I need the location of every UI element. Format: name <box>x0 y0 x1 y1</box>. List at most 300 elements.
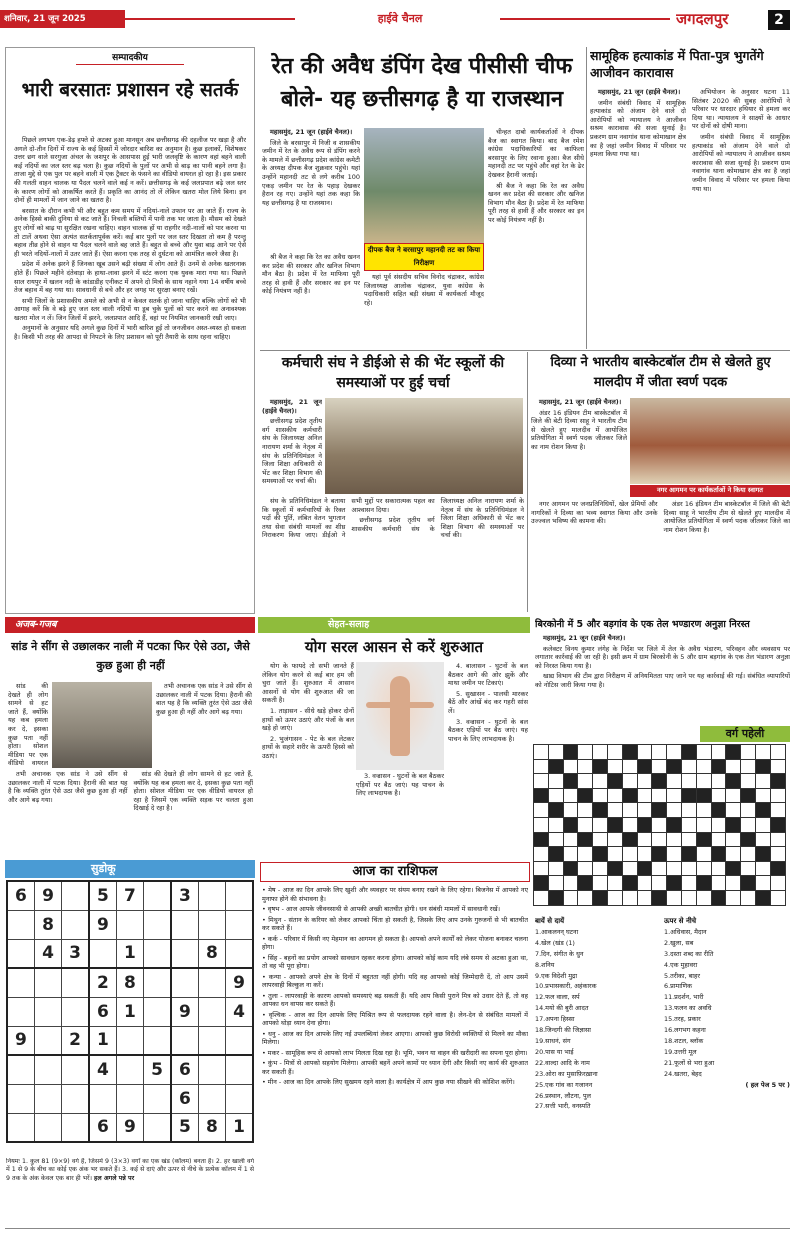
crossword-cell <box>563 745 578 760</box>
crossword-cell[interactable] <box>770 847 785 862</box>
sehat-col-3 <box>448 662 528 852</box>
basketball-col-1 <box>531 398 627 510</box>
sudoku-rules <box>6 1158 254 1200</box>
crossword-cell <box>711 847 726 862</box>
lead-para: श्री बैज ने कहा कि रेत का अवैध खनन कर प्रदेश की सरकार और खनिज विभाग मौन बैठा है। प्रदेश में रेत माफिया पूरी तरह से हावी हैं और सरकार का इन पर कोई नियंत्रण नहीं है। <box>488 181 584 224</box>
editorial-para: अनुमानों के अनुसार यदि अगले कुछ दिनों में भारी बारिश हुई तो जनजीवन अस्त-व्यस्त हो सकता है। किसी भी तरह की आपदा से निपटने के लिए प्रशासन को पूरी तैयारी के साथ रहना चाहिए। <box>14 324 246 342</box>
crossword-cell[interactable] <box>534 803 549 818</box>
clue-item: 22.वाल्दा आदि के नाम <box>535 1058 590 1067</box>
sehat-col-1 <box>262 662 354 852</box>
sudoku-cell[interactable]: 4 <box>89 1055 116 1084</box>
crossword-cell[interactable] <box>534 890 549 905</box>
crossword-answer-note: ( हल पेज 5 पर ) <box>745 1080 790 1089</box>
crossword-cell[interactable] <box>696 803 711 818</box>
crossword-cell[interactable] <box>622 861 637 876</box>
sudoku-cell[interactable]: 5 <box>144 1055 171 1084</box>
crossword-cell <box>534 876 549 891</box>
sudoku-cell[interactable]: 8 <box>198 939 225 968</box>
crossword-cell[interactable] <box>578 847 593 862</box>
crossword-cell[interactable] <box>637 890 652 905</box>
crossword-cell[interactable] <box>607 759 622 774</box>
sudoku-cell[interactable] <box>144 1113 171 1142</box>
crossword-cell[interactable] <box>548 817 563 832</box>
clue-item: 12.फल वाला, सर्प <box>535 993 580 1002</box>
crossword-cell[interactable] <box>741 817 756 832</box>
crossword-cell[interactable] <box>563 847 578 862</box>
rashifal-item: • धनु - आज का दिन आपके लिए नई उपलब्धियां लेकर आएगा। आपको कुछ विरोधी व्यक्तियों से मिलने का मौका मिलेगा। <box>262 1029 528 1046</box>
sudoku-cell[interactable] <box>144 910 171 939</box>
crossword-cell[interactable] <box>770 759 785 774</box>
sudoku-cell[interactable] <box>62 1113 89 1142</box>
sudoku-cell[interactable] <box>198 1084 225 1113</box>
sudoku-cell[interactable]: 1 <box>116 997 143 1026</box>
crossword-cell[interactable] <box>696 745 711 760</box>
crossword-cell[interactable] <box>637 803 652 818</box>
sudoku-cell[interactable] <box>7 1055 34 1084</box>
sudoku-cell[interactable] <box>226 910 253 939</box>
sudoku-cell[interactable] <box>198 997 225 1026</box>
karmchari-para: संघ के प्रतिनिधिमंडल ने बताया कि स्कूलों में कर्मचारियों के रिक्त पदों की पूर्ति, लंबित वेतन भुगतान तथा सेवा संबंधी मामलों का शीघ्र निराकरण किया जाए। डीईओ ने सभी मुद्दों पर सकारात्मक पहल का आश्वासन दिया। <box>262 497 435 540</box>
sudoku-cell[interactable]: 9 <box>89 910 116 939</box>
sudoku-cell[interactable]: 8 <box>116 968 143 997</box>
sudoku-cell[interactable]: 6 <box>89 997 116 1026</box>
crossword-cell[interactable] <box>563 803 578 818</box>
crossword-cell[interactable] <box>637 774 652 789</box>
crossword-cell[interactable] <box>755 832 770 847</box>
crossword-cell <box>770 817 785 832</box>
sudoku-cell[interactable] <box>89 939 116 968</box>
crossword-cell[interactable] <box>593 861 608 876</box>
sudoku-cell[interactable] <box>198 910 225 939</box>
crossword-cell[interactable] <box>755 774 770 789</box>
crossword-cell[interactable] <box>681 759 696 774</box>
lead-para: यहां पूर्व संसदीय सचिव विनोद चंद्राकर, कांग्रेस जिलाध्यक्ष आलोक चंद्राकर, युवा कांग्रेस के पदाधिकारी सहित बड़ी संख्या में कार्यकर्ता मौजूद रहे। <box>364 273 484 307</box>
crossword-cell[interactable] <box>711 876 726 891</box>
sudoku-cell[interactable] <box>34 1084 61 1113</box>
sudoku-cell[interactable]: 5 <box>171 1113 198 1142</box>
sudoku-cell[interactable]: 1 <box>226 1113 253 1142</box>
clue-item: 5.तरीका, बाहर <box>664 971 700 980</box>
crossword-cell[interactable] <box>652 876 667 891</box>
crossword-cell[interactable] <box>534 817 549 832</box>
rashifal-item: • मेष - आज का दिन आपके लिए खुशी और व्यवहार पर संयम बनाए रखने के लिए रहेगा। बिजनेस में आपको नए मुनाफा होने की संभावना है। <box>262 886 528 903</box>
crossword-cell[interactable] <box>770 876 785 891</box>
crossword-cell <box>622 832 637 847</box>
crossword-cell[interactable] <box>563 876 578 891</box>
crossword-cell[interactable] <box>548 861 563 876</box>
sudoku-cell[interactable] <box>7 1113 34 1142</box>
crossword-cell[interactable] <box>548 774 563 789</box>
sudoku-cell[interactable] <box>7 997 34 1026</box>
crossword-cell[interactable] <box>681 890 696 905</box>
sehat-para: 3. वज्रासन - घुटनों के बल बैठकर एड़ियों पर बैठ जाएं। यह पाचन के लिए लाभदायक है। <box>448 717 528 743</box>
sudoku-cell[interactable] <box>171 1026 198 1055</box>
crossword-cell[interactable] <box>563 890 578 905</box>
crossword-cell[interactable] <box>667 832 682 847</box>
crossword-cell[interactable] <box>548 876 563 891</box>
clue-item: 23.ओरा का मुसाफ़िरख़ाना <box>535 1069 598 1078</box>
sudoku-cell[interactable]: 9 <box>171 997 198 1026</box>
crossword-cell[interactable] <box>607 876 622 891</box>
sudoku-cell[interactable] <box>171 910 198 939</box>
sudoku-cell[interactable] <box>62 997 89 1026</box>
crossword-cell[interactable] <box>607 890 622 905</box>
crossword-cell[interactable] <box>607 803 622 818</box>
sudoku-cell[interactable]: 1 <box>89 1026 116 1055</box>
crossword-cell <box>563 817 578 832</box>
crossword-cell[interactable] <box>711 745 726 760</box>
crossword-cell[interactable] <box>637 832 652 847</box>
crossword-cell[interactable] <box>696 774 711 789</box>
crossword-cell[interactable] <box>593 817 608 832</box>
crossword-cell[interactable] <box>696 759 711 774</box>
crossword-cell[interactable] <box>607 832 622 847</box>
crossword-cell[interactable] <box>741 861 756 876</box>
crossword-cell[interactable] <box>622 759 637 774</box>
crossword-cell[interactable] <box>593 832 608 847</box>
crossword-cell <box>637 861 652 876</box>
sudoku-cell[interactable] <box>62 968 89 997</box>
sudoku-cell[interactable]: 9 <box>34 881 61 910</box>
crossword-cell[interactable] <box>681 832 696 847</box>
crossword-cell[interactable] <box>770 745 785 760</box>
crossword-cell[interactable] <box>667 803 682 818</box>
clue-item: 18.जिन्दगी की जिज्ञासा <box>535 1026 591 1035</box>
sudoku-cell[interactable] <box>7 968 34 997</box>
crossword-cell[interactable] <box>578 759 593 774</box>
crossword-row <box>534 861 786 876</box>
sudoku-cell[interactable] <box>171 968 198 997</box>
sehat-para: 1. ताड़ासन - सीधे खड़े होकर दोनों हाथों को ऊपर उठाएं और पंजों के बल खड़े हो जाएं। <box>262 706 354 733</box>
crossword-cell[interactable] <box>741 847 756 862</box>
down-title: ऊपर से नीचे <box>664 917 697 925</box>
crossword-cell[interactable] <box>534 745 549 760</box>
crossword-cell[interactable] <box>652 745 667 760</box>
crossword-cell[interactable] <box>755 861 770 876</box>
crossword-cell[interactable] <box>622 847 637 862</box>
crossword-cell[interactable] <box>770 890 785 905</box>
masthead <box>0 0 795 44</box>
crossword-cell <box>696 788 711 803</box>
crossword-cell[interactable] <box>578 890 593 905</box>
clue-item: 27.सत्ती भारी, वनस्पति <box>535 1102 591 1111</box>
crossword-cell[interactable] <box>696 847 711 862</box>
sudoku-cell[interactable] <box>144 1084 171 1113</box>
crossword-row <box>534 774 786 789</box>
lead-byline: महासमुंद, 21 जून (हाईवे चैनल)। <box>270 128 353 136</box>
across-clues <box>535 927 660 1112</box>
crossword-cell[interactable] <box>637 788 652 803</box>
crossword-cell[interactable] <box>637 745 652 760</box>
crossword-cell[interactable] <box>622 817 637 832</box>
sudoku-cell[interactable] <box>198 1026 225 1055</box>
sudoku-cell[interactable] <box>62 1084 89 1113</box>
crossword-cell[interactable] <box>711 861 726 876</box>
sudoku-cell[interactable] <box>62 881 89 910</box>
clue-item: 6.प्रामाणिक <box>664 982 693 991</box>
sudoku-cell[interactable]: 5 <box>89 881 116 910</box>
crossword-cell[interactable] <box>681 803 696 818</box>
crossword-cell[interactable] <box>578 817 593 832</box>
sudoku-cell[interactable] <box>62 1055 89 1084</box>
crossword-cell[interactable] <box>681 774 696 789</box>
crossword-cell[interactable] <box>652 861 667 876</box>
paper-name: हाईवे चैनल <box>377 12 423 25</box>
sudoku-cell[interactable] <box>34 968 61 997</box>
crossword-cell[interactable] <box>770 788 785 803</box>
ajab-para: सांड की देखते ही लोग सामने से हट जाते हैं, क्योंकि यह कब हमला कर दे, इसका कुछ पता नहीं होता। सोशल मीडिया पर एक वीडियो वायरल <box>8 682 48 768</box>
sudoku-cell[interactable]: 9 <box>226 968 253 997</box>
sudoku-cell[interactable]: 6 <box>171 1055 198 1084</box>
crossword-cell[interactable] <box>667 847 682 862</box>
crossword-cell[interactable] <box>622 890 637 905</box>
crossword-cell[interactable] <box>741 759 756 774</box>
crossword-cell[interactable] <box>548 832 563 847</box>
crossword-cell[interactable] <box>711 832 726 847</box>
sudoku-row <box>7 997 253 1026</box>
crossword-cell <box>622 788 637 803</box>
crossword-cell[interactable] <box>578 774 593 789</box>
crossword-cell[interactable] <box>681 817 696 832</box>
sudoku-cell[interactable] <box>62 910 89 939</box>
crossword-cell <box>770 861 785 876</box>
crossword-cell[interactable] <box>534 861 549 876</box>
crossword-cell[interactable] <box>593 774 608 789</box>
clue-item: 10.प्रभासकारी, अहंकारक <box>535 982 597 991</box>
crossword-cell <box>667 759 682 774</box>
crossword-cell[interactable] <box>534 759 549 774</box>
clue-item: 4.एक मुहावरा <box>664 960 698 969</box>
sudoku-cell[interactable] <box>198 881 225 910</box>
crossword-table <box>533 744 786 906</box>
crossword-cell[interactable] <box>696 861 711 876</box>
sudoku-cell[interactable]: 2 <box>62 1026 89 1055</box>
sudoku-cell[interactable] <box>7 910 34 939</box>
sudoku-cell[interactable]: 1 <box>116 939 143 968</box>
crossword-cell[interactable] <box>726 847 741 862</box>
crossword-row <box>534 745 786 760</box>
crossword-cell <box>607 817 622 832</box>
sudoku-cell[interactable] <box>144 939 171 968</box>
crossword-cell <box>711 890 726 905</box>
sudoku-cell[interactable] <box>7 1084 34 1113</box>
sudoku-cell[interactable]: 8 <box>34 910 61 939</box>
crossword-cell[interactable] <box>726 832 741 847</box>
crossword-cell[interactable] <box>563 759 578 774</box>
crossword-cell[interactable] <box>770 832 785 847</box>
crossword-cell[interactable] <box>607 788 622 803</box>
sudoku-cell[interactable] <box>34 1026 61 1055</box>
crossword-cell <box>755 759 770 774</box>
sudoku-cell[interactable] <box>116 1026 143 1055</box>
sudoku-cell[interactable] <box>226 1026 253 1055</box>
crossword-cell <box>667 876 682 891</box>
crossword-cell[interactable] <box>726 876 741 891</box>
crossword-cell[interactable] <box>637 847 652 862</box>
crossword-cell[interactable] <box>652 759 667 774</box>
sudoku-cell[interactable]: 4 <box>34 939 61 968</box>
crossword-cell[interactable] <box>607 847 622 862</box>
sudoku-cell[interactable]: 6 <box>89 1113 116 1142</box>
yoga-arm <box>366 702 434 708</box>
clue-item: 18.शटल, ब्लॉक <box>664 1036 704 1045</box>
crossword-cell[interactable] <box>578 861 593 876</box>
sudoku-answer-note: हल अगले पन्ने पर <box>94 1174 135 1182</box>
page-number: 2 <box>768 10 790 30</box>
sudoku-cell[interactable] <box>171 939 198 968</box>
date-strip-line-right <box>500 18 670 20</box>
sudoku-cell[interactable]: 3 <box>62 939 89 968</box>
clue-item: 8.शनिय <box>535 960 555 969</box>
crossword-cell[interactable] <box>755 788 770 803</box>
crossword-cell[interactable] <box>726 890 741 905</box>
sudoku-cell[interactable]: 9 <box>116 1113 143 1142</box>
crossword-cell[interactable] <box>652 817 667 832</box>
sudoku-cell[interactable] <box>34 1113 61 1142</box>
crossword-cell[interactable] <box>637 876 652 891</box>
sudoku-cell[interactable] <box>144 968 171 997</box>
sudoku-cell[interactable]: 4 <box>226 997 253 1026</box>
crossword-cell[interactable] <box>622 803 637 818</box>
crossword-cell[interactable] <box>667 745 682 760</box>
crossword-cell[interactable] <box>622 774 637 789</box>
basketball-para: नगर आगमन पर जनप्रतिनिधियों, खेल प्रेमियों और नागरिकों ने दिव्या का भव्य स्वागत किया और उनके उज्ज्वल भविष्य की कामना की। <box>531 500 658 526</box>
crossword-cell[interactable] <box>755 745 770 760</box>
crossword-cell[interactable] <box>534 847 549 862</box>
crossword-cell[interactable] <box>755 876 770 891</box>
sudoku-cell[interactable] <box>116 1084 143 1113</box>
sudoku-cell[interactable]: 9 <box>7 1026 34 1055</box>
karmchari-para: छत्तीसगढ़ प्रदेश तृतीय वर्ग शासकीय कर्मचारी संघ के जिलाध्यक्ष अनिल नारायण शर्मा के नेतृत्व में संघ के प्रतिनिधिमंडल ने जिला शिक्षा अधिकारी से भेंट कर शिक्षा विभाग की समस्याओं पर चर्चा की। <box>351 497 524 540</box>
sudoku-cell[interactable] <box>198 1055 225 1084</box>
crossword-cell[interactable] <box>696 817 711 832</box>
crossword-cell[interactable] <box>667 890 682 905</box>
crossword-cell[interactable] <box>578 803 593 818</box>
sudoku-cell[interactable]: 2 <box>89 968 116 997</box>
crossword-cell[interactable] <box>726 803 741 818</box>
lead-para: जिले के बरसापुर में निजी व शासकीय जमीन में रेत के अवैध रूप से डंपिंग करने के मामले में छत्तीसगढ़ प्रदेश कांग्रेस कमेटी के अध्यक्ष दीपक बैज शुक्रवार पहुंचे। यहां उन्होंने महानदी तट से लगे करीब 100 एकड़ जमीन पर रेत के पहाड़ देखकर हैरान रह गए। उन्होंने यहां तक कहा कि यह छत्तीसगढ़ है या राजस्थान। <box>262 138 360 207</box>
crossword-cell[interactable] <box>681 861 696 876</box>
sudoku-cell[interactable] <box>226 1084 253 1113</box>
sudoku-cell[interactable] <box>226 1055 253 1084</box>
sudoku-cell[interactable] <box>116 1055 143 1084</box>
crossword-row <box>534 876 786 891</box>
crossword-cell[interactable] <box>726 788 741 803</box>
ajab-col-3 <box>156 682 252 768</box>
crossword-cell[interactable] <box>548 788 563 803</box>
sudoku-cell[interactable] <box>7 939 34 968</box>
crossword-row <box>534 788 786 803</box>
crossword-cell[interactable] <box>711 774 726 789</box>
crossword-cell <box>622 745 637 760</box>
sudoku-cell[interactable]: 6 <box>7 881 34 910</box>
crossword-cell[interactable] <box>770 803 785 818</box>
crossword-cell[interactable] <box>667 788 682 803</box>
karmchari-photo <box>325 398 523 494</box>
karmchari-headline: कर्मचारी संघ ने डीईओ से की भेंट स्कूलों की समस्याओं पर हुई चर्चा <box>281 355 505 391</box>
hatyakand-para: जमीन संबंधी विवाद में सामूहिक हत्याकांड को अंजाम देने वाले दो आरोपियों को न्यायालय ने आजीवन सश्रम कारावास की सजा सुनाई है। प्रकरण ग्राम नवागांव थाना कोमाखान क्षेत्र का है जहां जमीन विवाद में परिवार पर हमला किया गया था। <box>692 132 790 193</box>
sudoku-grid <box>6 880 254 1152</box>
crossword-cell <box>637 759 652 774</box>
crossword-cell[interactable] <box>726 759 741 774</box>
crossword-cell[interactable] <box>741 774 756 789</box>
crossword-cell[interactable] <box>593 876 608 891</box>
rashifal-item: • वृश्चिक - आज का दिन आपके लिए मिश्रित रूप से फलदायक रहने वाला है। लेन-देन से संबंधित मामलों में आपको थोड़ा ध्यान देना होगा। <box>262 1010 528 1027</box>
crossword-cell[interactable] <box>607 745 622 760</box>
crossword-cell <box>578 832 593 847</box>
sudoku-cell[interactable] <box>116 910 143 939</box>
crossword-cell <box>637 817 652 832</box>
clue-item: 2.खुला, सब <box>664 938 694 947</box>
crossword-cell[interactable] <box>548 745 563 760</box>
crossword-cell[interactable] <box>667 774 682 789</box>
crossword-cell[interactable] <box>741 803 756 818</box>
basketball-body <box>531 500 790 610</box>
crossword-cell[interactable] <box>667 861 682 876</box>
hatyakand-para: अभियोजन के अनुसार घटना 11 सितंबर 2020 की सुबह आरोपियों ने परिवार पर धारदार हथियार से हमला कर दिया था। न्यायालय ने साक्ष्यों के आधार पर दोनों को दोषी माना। <box>692 88 790 131</box>
sudoku-cell[interactable] <box>144 1026 171 1055</box>
bhandaran-body <box>535 634 790 720</box>
crossword-cell <box>548 759 563 774</box>
sudoku-cell[interactable] <box>226 881 253 910</box>
karmchari-para: छत्तीसगढ़ प्रदेश तृतीय वर्ग शासकीय कर्मचारी संघ के जिलाध्यक्ष अनिल नारायण शर्मा के नेतृत्व में संघ के प्रतिनिधिमंडल ने जिला शिक्षा अधिकारी से भेंट कर शिक्षा विभाग की समस्याओं पर चर्चा की। <box>262 417 322 486</box>
sudoku-cell[interactable] <box>144 997 171 1026</box>
crossword-cell[interactable] <box>711 817 726 832</box>
sudoku-cell[interactable]: 6 <box>171 1084 198 1113</box>
crossword-cell[interactable] <box>534 774 549 789</box>
crossword-cell <box>607 861 622 876</box>
crossword-cell[interactable] <box>652 832 667 847</box>
crossword-cell <box>681 788 696 803</box>
basketball-para: अंडर 16 इंडियन टीम बास्केटबॉल में जिले की बेटी दिव्या साहू ने भारतीय टीम से खेलते हुए मालदीव में आयोजित प्रतियोगिता में स्वर्ण पदक जीतकर जिले का नाम रोशन किया है। <box>663 500 790 534</box>
sudoku-cell[interactable] <box>34 1055 61 1084</box>
crossword-cell <box>622 876 637 891</box>
hatyakand-headline: सामूहिक हत्याकांड में पिता-पुत्र भुगतेंगे आजीवन कारावास <box>590 48 764 80</box>
crossword-cell[interactable] <box>593 788 608 803</box>
crossword-cell <box>696 832 711 847</box>
crossword-cell[interactable] <box>563 832 578 847</box>
sudoku-cell[interactable]: 8 <box>198 1113 225 1142</box>
crossword-cell[interactable] <box>741 745 756 760</box>
lead-col-1 <box>262 128 360 253</box>
hatyakand-para: जमीन संबंधी विवाद में सामूहिक हत्याकांड को अंजाम देने वाले दो आरोपियों को न्यायालय ने आजीवन सश्रम कारावास की सजा सुनाई है। प्रकरण ग्राम नवागांव थाना कोमाखान क्षेत्र का है जहां जमीन विवाद में परिवार पर हमला किया गया था। <box>590 98 686 159</box>
crossword-cell[interactable] <box>578 745 593 760</box>
sudoku-cell[interactable] <box>198 968 225 997</box>
basketball-photo <box>630 398 790 484</box>
sudoku-cell[interactable] <box>89 1084 116 1113</box>
sudoku-cell[interactable]: 3 <box>171 881 198 910</box>
crossword-cell[interactable] <box>711 788 726 803</box>
bhandaran-para: खाद्य विभाग की टीम द्वारा निरीक्षण में अनियमितता पाए जाने पर यह कार्रवाई की गई। संबंधित व्यापारियों को नोटिस जारी किया गया है। <box>535 672 790 689</box>
lead-col-3 <box>488 128 584 348</box>
crossword-cell[interactable] <box>741 890 756 905</box>
sudoku-row <box>7 1113 253 1142</box>
sudoku-cell[interactable]: 7 <box>116 881 143 910</box>
crossword-cell[interactable] <box>681 876 696 891</box>
crossword-cell[interactable] <box>563 788 578 803</box>
crossword-grid <box>533 744 791 909</box>
crossword-across <box>535 916 660 1222</box>
crossword-cell[interactable] <box>755 817 770 832</box>
clue-item: 4.खेल (खंड (1) <box>535 938 575 947</box>
crossword-cell <box>652 890 667 905</box>
sudoku-cell[interactable] <box>144 881 171 910</box>
sudoku-cell[interactable] <box>34 997 61 1026</box>
crossword-cell[interactable] <box>652 788 667 803</box>
crossword-cell[interactable] <box>593 745 608 760</box>
crossword-cell[interactable] <box>696 890 711 905</box>
sudoku-cell[interactable] <box>226 939 253 968</box>
